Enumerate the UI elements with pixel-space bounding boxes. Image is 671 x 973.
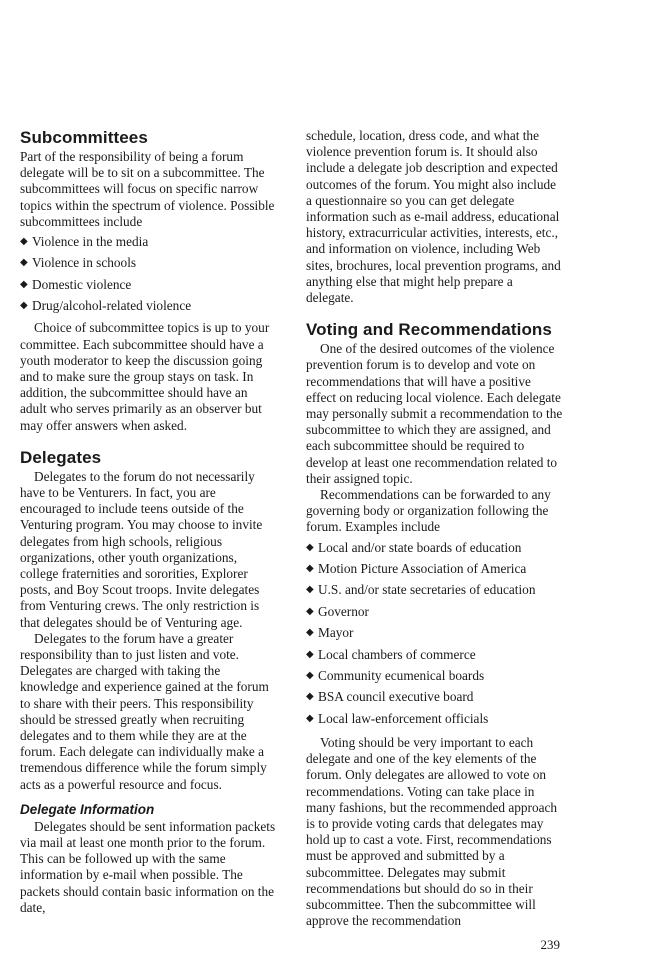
list-item: ◆ Governor	[306, 603, 369, 619]
voting-paragraph-1: One of the desired outcomes of the violence prevention forum is to develop and vote on recommendations that will have a positive effect on reducing local violence. Each delegate may personally submit a recommendation to the subcommittee to which they are assigned, and each subcommittee should be required to develop at least one recommendation related to their assigned topic.	[306, 341, 563, 486]
diamond-bullet-icon: ◆	[20, 257, 28, 269]
subcommittees-list	[20, 234, 277, 314]
delegates-heading: Delegates	[20, 447, 102, 467]
continuation-paragraph: schedule, location, dress code, and what the violence prevention forum is. It should also include a delegate job description and expected outcomes of the forum. You might also include a questionnaire so you can get delegate information such as e-mail address, educational history, extracurricular activities, interests, etc., and information on violence, including Web sites, brochures, local prevention programs, and anything else that might help prepare a delegate.	[306, 128, 561, 306]
diamond-bullet-icon: ◆	[306, 563, 314, 575]
voting-heading: Voting and Recommendations	[306, 320, 552, 340]
diamond-bullet-icon: ◆	[20, 300, 28, 312]
list-item: ◆ BSA council executive board	[306, 689, 474, 705]
delegates-paragraph-2: Delegates to the forum have a greater responsibility than to just listen and vote. Delegates are charged with taking the knowledge and experience gained at the forum to share with their peers. This responsibility should be stressed greatly when recruiting delegates and to them while they are at the forum. Each delegate can individually make a tremendous difference while the forum simply acts as a powerful resource and focus.	[20, 630, 269, 792]
diamond-bullet-icon: ◆	[306, 648, 314, 660]
delegate-information-heading: Delegate Information	[20, 801, 155, 817]
diamond-bullet-icon: ◆	[306, 712, 314, 724]
diamond-bullet-icon: ◆	[306, 627, 314, 639]
voting-paragraph-2: Recommendations can be forwarded to any governing body or organization following the forum. Examples include	[306, 487, 551, 535]
left-column	[20, 128, 277, 916]
list-item: ◆ Community ecumenical boards	[306, 668, 485, 684]
delegates-paragraph-1: Delegates to the forum do not necessarily have to be Venturers. In fact, you are encouraged to include teens outside of the Venturing program. You may choose to invite delegates from high schools, religious organizations, other youth organizations, college fraternities and sororities, Explorer posts, and Boy Scout troops. Invite delegates from Venturing crews. The only restriction is that delegates should be of Venturing age.	[20, 468, 263, 630]
list-item: ◆ Domestic violence	[20, 276, 132, 292]
list-item: ◆ Motion Picture Association of America	[306, 561, 527, 577]
diamond-bullet-icon: ◆	[306, 605, 314, 617]
list-item: ◆ Local chambers of commerce	[306, 646, 476, 662]
list-item: ◆ Violence in schools	[20, 255, 137, 271]
subcommittees-intro: Part of the responsibility of being a forum delegate will be to sit on a subcommittee. The subcommittees will focus on specific narrow topics within the spectrum of violence. Possible subcommittees include	[20, 149, 275, 229]
right-column	[306, 128, 563, 929]
diamond-bullet-icon: ◆	[306, 584, 314, 596]
list-item: ◆ Mayor	[306, 625, 354, 641]
list-item: ◆ U.S. and/or state secretaries of education	[306, 582, 536, 598]
diamond-bullet-icon: ◆	[20, 278, 28, 290]
voting-paragraph-3: Voting should be very important to each delegate and one of the key elements of the forum. Only delegates are allowed to vote on recommendations. Voting can take place in many fashions, but the recommended approach is to provide voting cards that delegates may hold up to cast a vote. First, recommendations must be approved and submitted by a subcommittee. Delegates may submit recommendations but should do so in their subcommittee. Then the subcommittee will approve the recommendation	[306, 735, 558, 929]
page-number: 239	[540, 937, 560, 952]
list-item: ◆ Violence in the media	[20, 234, 149, 250]
delegate-information-paragraph: Delegates should be sent information packets via mail at least one month prior to the forum. This can be followed up with the same information by e-mail when possible. The packets should contain basic information on the date,	[20, 818, 276, 915]
diamond-bullet-icon: ◆	[306, 670, 314, 682]
list-item: ◆ Local and/or state boards of education	[306, 539, 522, 555]
recommendation-targets-list	[306, 540, 563, 727]
diamond-bullet-icon: ◆	[20, 236, 28, 248]
subcommittees-paragraph: Choice of subcommittee topics is up to your committee. Each subcommittee should have a youth moderator to keep the discussion going and to make sure the group stays on task. In addition, the subcommittee should have an adult who serves primarily as an observer but may offer answers when asked.	[20, 320, 270, 433]
diamond-bullet-icon: ◆	[306, 691, 314, 703]
list-item: ◆ Local law-enforcement officials	[306, 710, 489, 726]
diamond-bullet-icon: ◆	[306, 541, 314, 553]
list-item: ◆ Drug/alcohol-related violence	[20, 298, 192, 314]
subcommittees-heading: Subcommittees	[20, 128, 148, 147]
